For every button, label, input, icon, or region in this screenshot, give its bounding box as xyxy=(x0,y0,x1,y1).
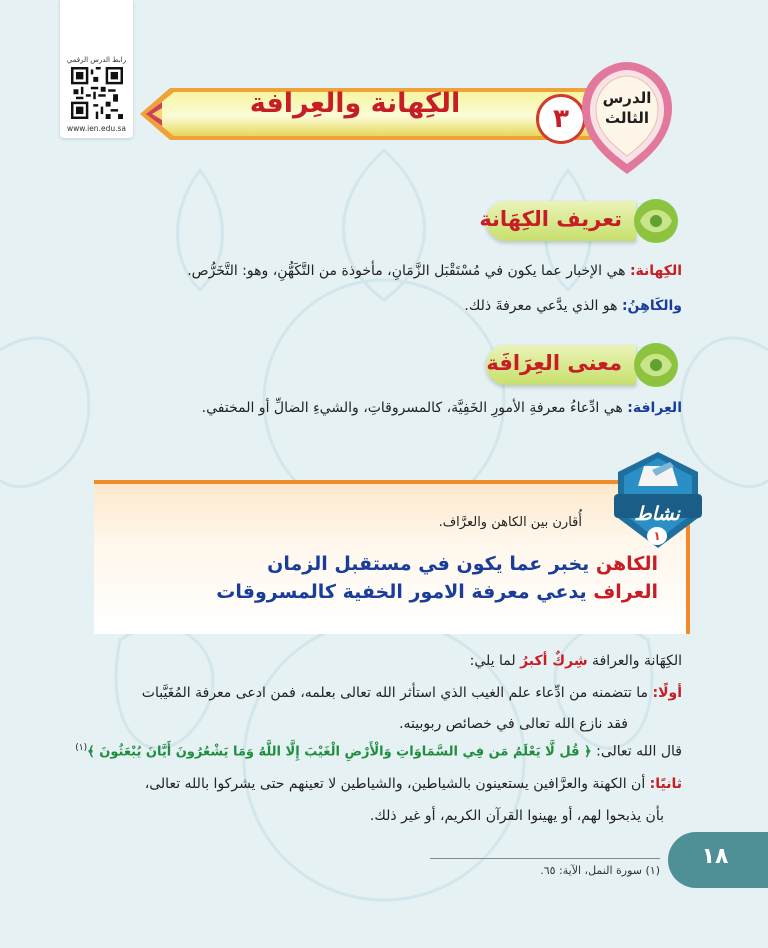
activity-number: ١ xyxy=(647,527,667,545)
lesson-title: الكِهانة والعِرافة xyxy=(249,88,461,119)
activity-answer-1[interactable] xyxy=(267,553,658,575)
definition-irafa xyxy=(202,400,682,416)
quote-intro: قال الله تعالى: xyxy=(591,743,682,760)
qr-code-icon[interactable] xyxy=(71,67,123,119)
reason-second-text: أن الكهنة والعرَّافين يستعينون بالشياطين، والشياطين لا تعينهم حتى يشركوا بالله تعالى، xyxy=(144,776,650,792)
leaf-ornament-icon xyxy=(632,340,680,390)
quote-verse: ﴿ قُل لَّا يَعْلَمُ مَن فِي السَّمَاوَاتِ وَالْأَرْضِ الْغَيْبَ إِلَّا اللَّهُ وَمَا يَشْعُرُونَ أَيَّانَ يُبْعَثُونَ ﴾ xyxy=(87,744,592,760)
reason-first-text: ما تتضمنه من ادِّعاء علم الغيب الذي استأثر الله تعالى بعلمه، فمن ادعى معرفة المُغَيَّبات xyxy=(141,685,653,701)
definition-kahana-text: هي الإخبار عما يكون في مُسْتَقْبَل الزَّمَانِ، مأخوذة من التَّكَهُّنِ، وهو: التَّخَرُّص. xyxy=(187,263,630,279)
answer-term-arraf: العراف xyxy=(593,581,658,603)
ruling-intro xyxy=(470,653,682,669)
section1-heading: تعريف الكِهَانة xyxy=(479,207,622,231)
leaf-ornament-icon xyxy=(632,196,680,246)
term-irafa: العِرافة: xyxy=(627,400,682,416)
term-kahana: الكِهانة: xyxy=(629,263,682,279)
activity-label: نشاط xyxy=(634,503,680,525)
definition-irafa-text: هي ادِّعاءُ معرفةِ الأمورِ الخَفِيَّة، كالمسروقاتِ، والشيءِ الضالِّ أو المختفي. xyxy=(201,400,628,416)
lesson-badge-line1: الدرس xyxy=(602,89,652,107)
quran-quote xyxy=(75,743,682,760)
activity-answer-2[interactable] xyxy=(216,581,658,603)
lesson-badge-line2: الثالث xyxy=(604,109,650,127)
answer-text-1: يخبر عما يكون في مستقبل الزمان xyxy=(267,553,596,575)
lesson-badge-text xyxy=(584,88,670,128)
lesson-number: ٣ xyxy=(536,94,586,144)
reason-first-cont: فقد نازع الله تعالى في خصائص ربوبيته. xyxy=(399,716,628,732)
answer-term-kahin: الكاهن xyxy=(595,553,658,575)
quote-footnote-ref[interactable]: (١) xyxy=(75,743,88,753)
ruling-intro-end: لما يلي: xyxy=(469,653,521,669)
qr-url: www.ien.edu.sa xyxy=(67,124,126,133)
reason-second xyxy=(145,776,682,792)
section2-heading: معنى العِرَافَة xyxy=(486,351,622,375)
definition-kahin xyxy=(464,298,682,314)
term-kahin: والكَاهِنُ: xyxy=(621,298,682,314)
definition-kahana xyxy=(187,263,682,279)
reason-second-label: ثانيًا: xyxy=(649,776,682,792)
ruling-term: شِركٌ أكبرُ xyxy=(520,653,588,669)
ruling-intro-text: الكِهَانة والعرافة xyxy=(587,653,682,669)
footnote: (١) سورة النمل، الآية: ٦٥. xyxy=(540,864,660,877)
page-number: ١٨ xyxy=(701,844,729,869)
definition-kahin-text: هو الذي يدَّعي معرفةَ ذلك. xyxy=(464,298,622,314)
reason-second-cont: بأن يذبحوا لهم، أو يهينوا القرآن الكريم، أو غير ذلك. xyxy=(369,808,664,824)
footnote-divider xyxy=(430,858,660,859)
qr-card[interactable] xyxy=(60,0,133,138)
reason-first-label: أولًا: xyxy=(652,685,682,701)
activity-prompt: أُقارن بين الكاهن والعرَّاف. xyxy=(438,515,582,530)
reason-first xyxy=(142,685,682,701)
qr-label: رابط الدرس الرقمي xyxy=(66,56,127,64)
answer-text-2: يدعي معرفة الامور الخفية كالمسروقات xyxy=(216,581,594,603)
